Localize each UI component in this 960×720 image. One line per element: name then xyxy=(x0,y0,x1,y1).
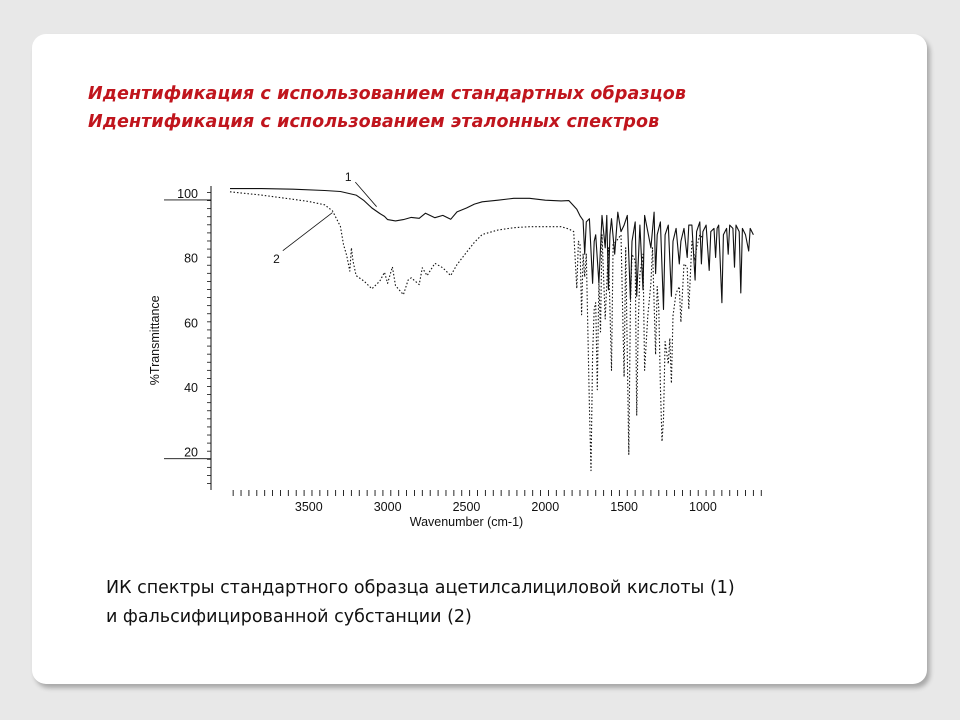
label-2-leader xyxy=(283,213,333,251)
x-axis-title: Wavenumber (cm-1) xyxy=(409,515,524,529)
title-line-1: Идентификация с использованием стандартных образцов xyxy=(88,84,687,104)
series-line-1 xyxy=(230,189,753,310)
x-tick-label: 3500 xyxy=(294,500,323,514)
series-line-2 xyxy=(230,192,703,471)
y-tick-label: 100 xyxy=(177,186,198,201)
caption-line-2: и фальсифицированной субстанции (2) xyxy=(106,607,472,627)
x-tick-label: 3000 xyxy=(373,500,402,514)
y-tick-label: 80 xyxy=(184,251,198,266)
y-tick-label: 40 xyxy=(184,380,198,395)
slide-caption xyxy=(106,574,735,632)
x-tick-label: 2000 xyxy=(531,500,560,514)
slide-title xyxy=(88,80,686,136)
x-tick-label: 1500 xyxy=(610,500,639,514)
x-tick-label: 2500 xyxy=(452,500,481,514)
y-tick-label: 60 xyxy=(184,316,198,331)
series-2-label: 2 xyxy=(273,251,280,266)
caption-line-1: ИК спектры стандартного образца ацетилсалициловой кислоты (1) xyxy=(106,578,735,598)
x-tick-label: 1000 xyxy=(689,500,717,514)
y-axis-title: %Transmittance xyxy=(148,295,162,386)
ir-spectrum-chart xyxy=(138,158,778,538)
series-1-label: 1 xyxy=(344,169,352,184)
y-tick-label: 20 xyxy=(184,445,198,460)
title-line-2: Идентификация с использованием эталонных спектров xyxy=(88,112,660,132)
